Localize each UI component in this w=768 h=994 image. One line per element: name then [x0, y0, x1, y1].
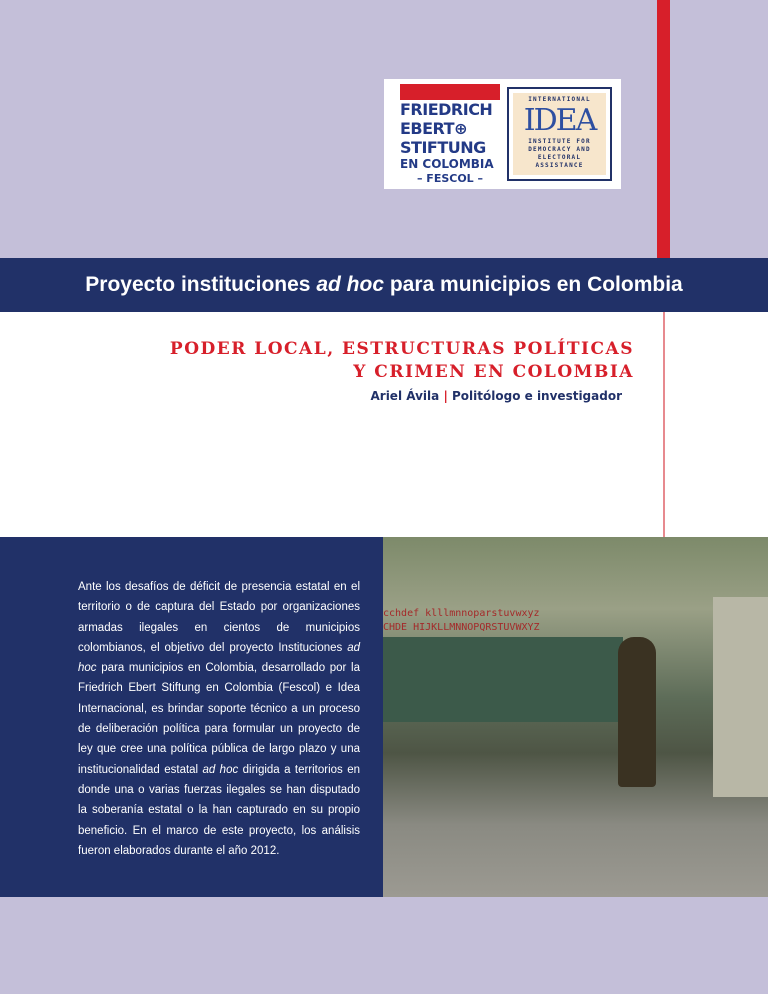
globe-icon: ⊕ — [454, 119, 467, 138]
logo-text: INSTITUTE FOR — [528, 138, 591, 145]
intro-emphasis: ad hoc — [202, 763, 239, 776]
author-line — [370, 389, 622, 404]
document-headline — [170, 338, 634, 384]
title-part: Proyecto instituciones — [85, 273, 317, 296]
logo-text: INTERNATIONAL — [528, 96, 591, 103]
title-emphasis: ad hoc — [316, 273, 385, 296]
logo-text: FRIEDRICH — [400, 100, 493, 119]
logo-text: ASSISTANCE — [535, 162, 584, 169]
logo-text: – FESCOL – — [416, 172, 484, 185]
headline-line: PODER LOCAL, ESTRUCTURAS POLÍTICAS — [169, 339, 634, 359]
intro-panel — [0, 537, 383, 897]
partner-logos — [384, 79, 621, 189]
classroom-photo — [383, 537, 768, 897]
intro-text — [78, 577, 360, 861]
logo-text-ebert: EBERT — [400, 119, 455, 138]
logo-text — [400, 119, 500, 138]
fescol-red-block — [400, 84, 500, 100]
title-part: para municipios en Colombia — [384, 273, 683, 296]
project-title — [0, 272, 768, 298]
alphabet-wall — [383, 607, 540, 635]
author-name: Ariel Ávila — [370, 389, 440, 403]
logo-text: EN COLOMBIA — [400, 157, 494, 171]
chalkboard — [383, 637, 623, 722]
author-role: Politólogo e investigador — [452, 389, 622, 403]
logo-mark: IDEA — [523, 103, 596, 138]
intro-part: dirigida a territorios en donde una o varias fuerzas ilegales se han disputado la soberanía estatal o la han capturado en su propio beneficio. En el marco de este proyecto, los análisis fueron elaborados durante el año 2012. — [78, 763, 360, 857]
logo-text: ELECTORAL — [537, 154, 582, 161]
project-band — [0, 258, 768, 312]
red-accent-line — [663, 312, 665, 538]
alphabet-line: CHDE HIJKLLMNNOPQRSTUVWXYZ — [383, 622, 540, 633]
logo-text: STIFTUNG — [400, 138, 486, 157]
idea-logo — [507, 87, 612, 181]
intro-emphasis: ad hoc — [78, 641, 360, 675]
person-figure — [618, 637, 656, 787]
intro-part: para municipios en Colombia, desarrollado por la Friedrich Ebert Stiftung en Colombia (Fescol) e Idea Internacional, es brindar soporte técnico a un proceso de deliberación política para formular un proyecto de ley que cree una política pública de largo plazo y una institucionalidad estatal — [78, 662, 360, 776]
door — [713, 597, 768, 797]
headline-line: Y CRIMEN EN COLOMBIA — [353, 362, 634, 382]
fescol-logo — [400, 84, 500, 186]
alphabet-line: cchdef klllmnnoparstuvwxyz — [383, 608, 540, 619]
intro-part: Ante los desafíos de déficit de presencia estatal en el territorio o de captura del Estado por organizaciones armadas ilegales en cientos de municipios colombianos, el objetivo del proyecto Instituciones — [78, 581, 360, 654]
separator: | — [443, 389, 448, 403]
logo-text: DEMOCRACY AND — [528, 146, 591, 153]
